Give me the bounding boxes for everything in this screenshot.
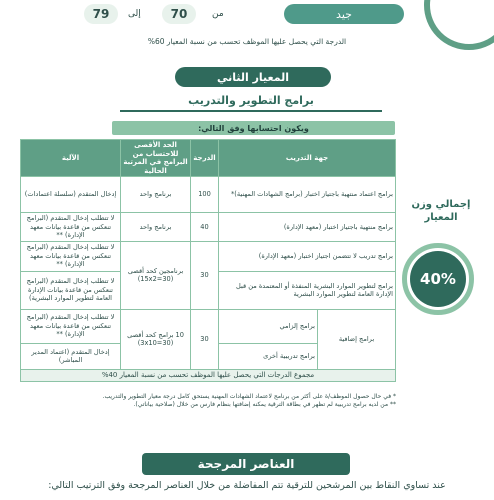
grade-row — [0, 0, 494, 30]
criterion-weight-label: إجمالي وزن المعيار — [411, 199, 471, 223]
header-mechanism: الآلية — [21, 140, 121, 177]
header-max: الحد الأقصى للاحتساب من البرامج في المرتبة الحالية — [121, 140, 191, 177]
row-mechanism: لا تتطلب إدخال المتقدم (البرامج تنعكس من قاعدة بيانات معهد الإدارة) ** — [21, 213, 121, 242]
row-mechanism: لا تتطلب إدخال المتقدم (البرامج تنعكس من قاعدة بيانات معهد الإدارة) ** — [21, 309, 121, 343]
table-header-row — [21, 140, 396, 177]
criterion-weight-percent: 40% — [410, 251, 466, 307]
table-row — [21, 213, 396, 242]
group2-degree: 30 — [191, 309, 219, 369]
group2-label: برامج إضافية — [318, 309, 396, 369]
header-degree: الدرجة — [191, 140, 219, 177]
row-item: برامج تدريبية أخرى — [219, 343, 318, 369]
criterion-subtitle: برامج التطوير والتدريب — [120, 94, 382, 112]
row-mechanism: إدخال المتقدم (سلسلة اعتمادات) — [21, 177, 121, 213]
row-max: برنامج واحد — [121, 213, 191, 242]
row-item: برامج تدريب لا تتضمن اجتياز اختبار (معهد الإدارة) — [219, 241, 396, 271]
criterion-weight-circle — [402, 243, 474, 315]
row-mechanism: لا تتطلب إدخال المتقدم (البرامج تنعكس من قاعدة بيانات الإدارة العامة لتطوير الموارد البشرية) — [21, 271, 121, 309]
calc-note-bar: ويكون احتسابها وفق التالي: — [112, 121, 395, 135]
criterion-title: المعيار الثاني — [175, 67, 331, 87]
weighted-elements-title: العناصر المرجحة — [142, 453, 350, 475]
row-max: برنامج واحد — [121, 177, 191, 213]
group1-degree: 30 — [191, 241, 219, 309]
weighted-elements-text: عند تساوي النقاط بين المرشحين للترقية تتم المفاضلة من خلال العناصر المرجحة وفق الترتيب التالي: — [48, 480, 446, 491]
to-label: إلى — [128, 9, 141, 19]
sum-note: مجموع الدرجات التي يحصل عليها الموظف تحسب من نسبة المعيار 40% — [21, 369, 396, 381]
footnotes — [20, 393, 396, 409]
row-mechanism: إدخال المتقدم (اعتماد المدير المباشر) — [21, 343, 121, 369]
row-mechanism: لا تتطلب إدخال المتقدم (البرامج تنعكس من قاعدة بيانات معهد الإدارة) ** — [21, 241, 121, 271]
row-item: برامج اعتماد منتهية باجتياز اختبار (برامج الشهادات المهنية)* — [219, 177, 396, 213]
from-label: من — [212, 9, 224, 19]
row-item: برامج لتطوير الموارد البشرية المنفذة أو المعتمدة من قبل الإدارة العامة لتطوير الموارد البشرية — [219, 271, 396, 309]
to-value: 79 — [84, 4, 118, 24]
grade-level-badge: جيد — [284, 4, 404, 24]
footnote: ** من لديه برامج تدريبية لم تظهر في بطاقة الترقية يمكنه إضافتها بنظام فارس من خلال (صلاحية بياناتي). — [133, 401, 396, 408]
row-item: برامج إلزامي — [219, 309, 318, 343]
criterion-one-note: الدرجة التي يحصل عليها الموظف تحسب من نسبة المعيار 60% — [147, 37, 347, 46]
row-degree: 40 — [191, 213, 219, 242]
table-row — [21, 309, 396, 343]
training-table — [20, 139, 396, 382]
group1-max: برنامجين كحد أقصى (30=15x2) — [121, 241, 191, 309]
row-item: برامج منتهية باجتياز اختبار (معهد الإدارة) — [219, 213, 396, 242]
table-row — [21, 241, 396, 271]
table-sum-row — [21, 369, 396, 381]
header-item: جهة التدريب — [219, 140, 396, 177]
footnote: * في حال حصول الموظف/ة على أكثر من برنامج لاعتماد الشهادات المهنية يستحق كامل درجة معيار التطوير والتدريب. — [102, 393, 396, 400]
row-degree: 100 — [191, 177, 219, 213]
table-row — [21, 177, 396, 213]
group2-max: 10 برامج كحد أقصى (30=3x10) — [121, 309, 191, 369]
from-value: 70 — [162, 4, 196, 24]
